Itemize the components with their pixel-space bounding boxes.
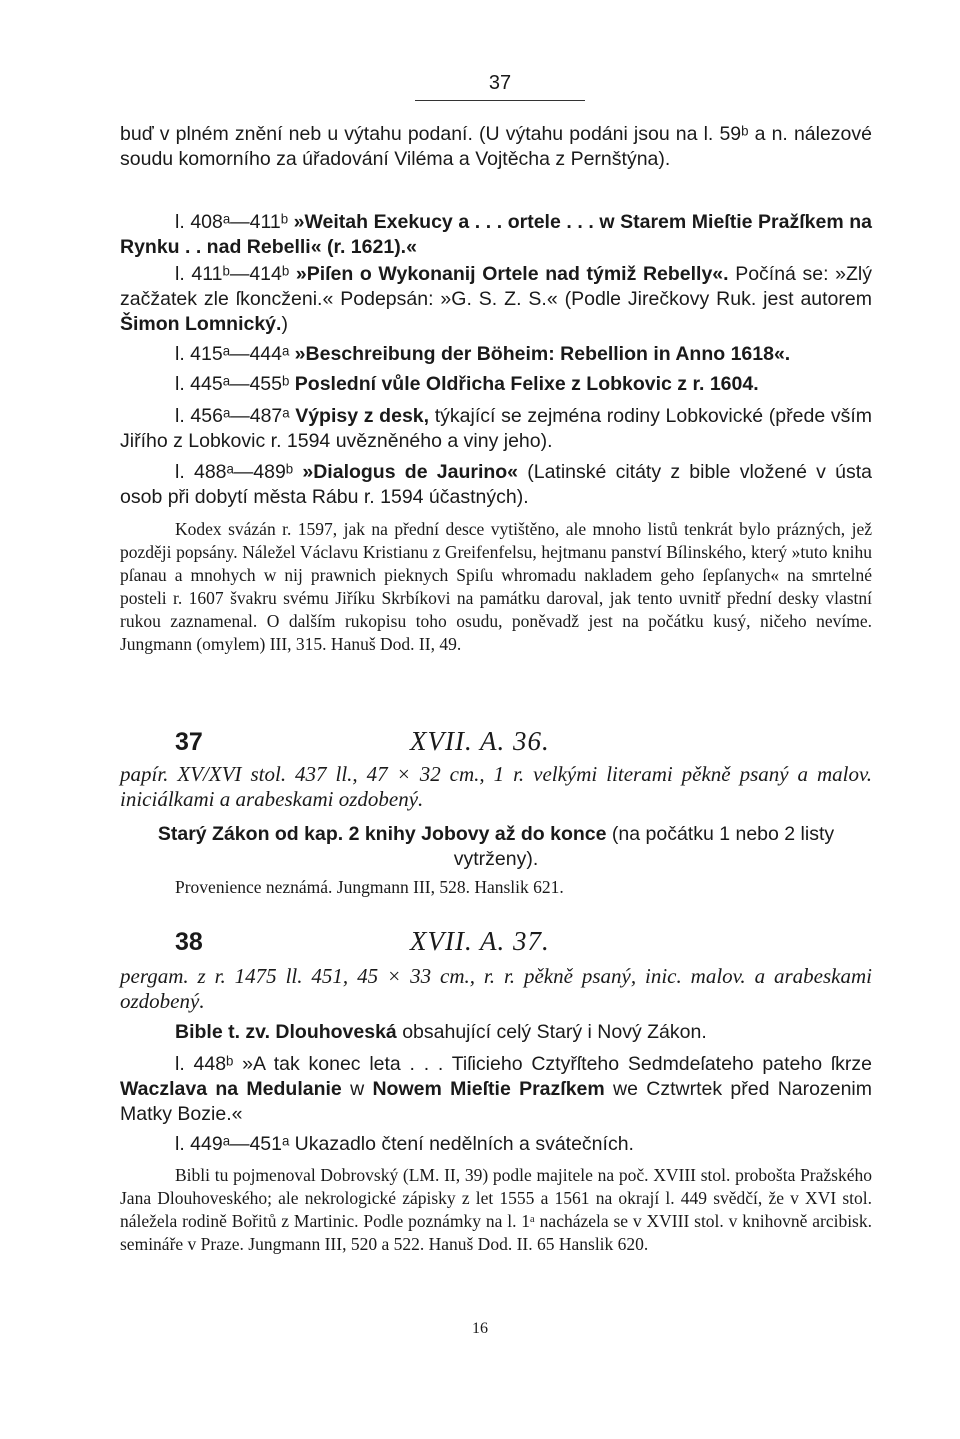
intro-paragraph: buď v plném znění neb u výtahu podaní. (U výtahu podáni jsou na l. 59ᵇ a n. nálezové soudu komorního za úřadování Viléma a Vojtěcha z Pernštýna). <box>120 123 872 170</box>
colophon-scribe: Waczlava na Medulanie <box>120 1078 342 1100</box>
footer-number: 16 <box>472 1320 488 1337</box>
item-411-ref: l. 411ᵇ—414ᵇ <box>175 263 296 285</box>
item-415 <box>120 342 872 367</box>
codex-note: Kodex svázán r. 1597, jak na přední desce vytištěno, ale mnoho listů tenkrát bylo prázných, jež později popsány. Náležel Václavu Kristianu z Greifenfelsu, hejtmanu panství Bílinského, který »tuto knihu pſanau a mnohych w nij prawnich pieknych Spiſu whromadu nakladem geho ſepſanych« na smrtelné posteli r. 1607 švakru svému Jiříku Skrbíkovi na památku daroval, jak tento uvnitř přední desky vlastní rukou zaznamenal. O dalším rukopisu toho osudu, poněvadž jest na počátku kusý, ničeho nevíme. Jungmann (omylem) III, 315. Hanuš Dod. II, 49. <box>120 519 872 654</box>
item-445-ref: l. 445ᵃ—455ᵇ <box>175 373 295 395</box>
entry-38-title <box>120 1020 872 1045</box>
colophon-text-e: we Cztwrtek před Narozenim Matky Bozie.« <box>120 1078 873 1125</box>
colophon-text-c: w <box>341 1078 373 1100</box>
entry-38-signature: XVII. A. 37. <box>410 926 550 956</box>
item-456-text: týkající se zejména rodiny Lobkovické (přede vším Jiřího z Lobkovic r. 1594 uvězněného a viny jeho). <box>120 405 873 452</box>
item-456-title: Výpisy z desk, <box>295 405 430 427</box>
item-411-close: ) <box>281 313 288 335</box>
entry-37-description: papír. XV/XVI stol. 437 ll., 47 × 32 cm., 1 r. velkými literami pěkně psaný a malov. iniciálkami a arabeskami ozdobený. <box>120 762 872 811</box>
item-445-title: Poslední vůle Oldřicha Felixe z Lobkovic z r. 1604. <box>294 373 759 395</box>
item-411 <box>120 262 872 337</box>
item-488-title: »Dialogus de Jaurino« <box>302 461 519 483</box>
entry-38-number: 38 <box>175 928 203 956</box>
colophon-place: Nowem Mieſtie Prazſkem <box>372 1078 605 1100</box>
entry-38-title-rest: obsahující celý Starý i Nový Zákon. <box>396 1021 707 1043</box>
entry-38-title-bold: Bible t. zv. Dlouhoveská <box>175 1021 397 1043</box>
entry-37-signature: XVII. A. 36. <box>410 726 550 756</box>
item-411-text: Počíná se: »Zlý začžatek zle ſkoncženi.« Podepsán: »G. S. Z. S.« (Podle Jirečkovy Ruk. jest autorem <box>120 263 872 310</box>
entry-38-colophon <box>120 1052 872 1127</box>
item-408-title: »Weitah Exekucy a . . . ortele . . . w Starem Mieſtie Pražſkem na Rynku . . nad Rebelli« (r. 1621).« <box>120 211 872 258</box>
colophon-text-a: l. 448ᵇ »A tak konec leta . . . Tiſicieho Cztyřſteho Sedmdeſateho pateho ſkrze <box>175 1053 872 1075</box>
item-456 <box>120 404 872 454</box>
entry-37-number: 37 <box>175 728 203 756</box>
item-456-ref: l. 456ᵃ—487ᵃ <box>175 405 296 427</box>
page-number: 37 <box>488 72 512 94</box>
entry-37-provenance: Provenience neznámá. Jungmann III, 528. Hanslik 621. <box>175 877 564 897</box>
item-411-author: Šimon Lomnický. <box>120 313 282 335</box>
header-rule <box>415 100 585 101</box>
item-411-title: »Piſen o Wykonanij Ortele nad týmiž Rebelly«. <box>295 263 729 285</box>
item-415-title: »Beschreibung der Böheim: Rebellion in Anno 1618«. <box>294 343 791 365</box>
item-445 <box>120 372 872 397</box>
item-408 <box>120 210 872 260</box>
entry-37-title-bold: Starý Zákon od kap. 2 knihy Jobovy až do konce <box>157 823 607 845</box>
item-488-text: (Latinské citáty z bible vložené v ústa osob při dobytí města Rábu r. 1594 účastných). <box>120 461 872 508</box>
item-408-ref: l. 408ᵃ—411ᵇ <box>175 211 294 233</box>
item-415-ref: l. 415ᵃ—444ᵃ <box>175 343 295 365</box>
item-488-ref: l. 488ᵃ—489ᵇ <box>175 461 303 483</box>
entry-38-note: Bibli tu pojmenoval Dobrovský (LM. II, 39) podle majitele na poč. XVIII stol. probošta Pražského Jana Dlouhoveského; ale nekrologické zápisky z let 1555 a 1561 na okrají l. 449 svědčí, že v XVI stol. náležela rodině Bořitů z Martinic. Podle poznámky na l. 1ᵃ nacházela se v XVIII stol. v knihovně arcibisk. semináře v Praze. Jungmann III, 520 a 522. Hanuš Dod. II. 65 Hanslik 620. <box>120 1165 872 1254</box>
entry-38-description: pergam. z r. 1475 ll. 451, 45 × 33 cm., r. r. pěkně psaný, inic. malov. a arabeskami ozdobený. <box>120 964 872 1013</box>
entry-38-index: l. 449ᵃ—451ᵃ Ukazadlo čtení nedělních a svátečních. <box>175 1133 634 1155</box>
entry-37-title-rest: (na počátku 1 nebo 2 listy vytrženy). <box>453 823 835 870</box>
item-488 <box>120 460 872 510</box>
entry-37-title <box>120 822 872 872</box>
